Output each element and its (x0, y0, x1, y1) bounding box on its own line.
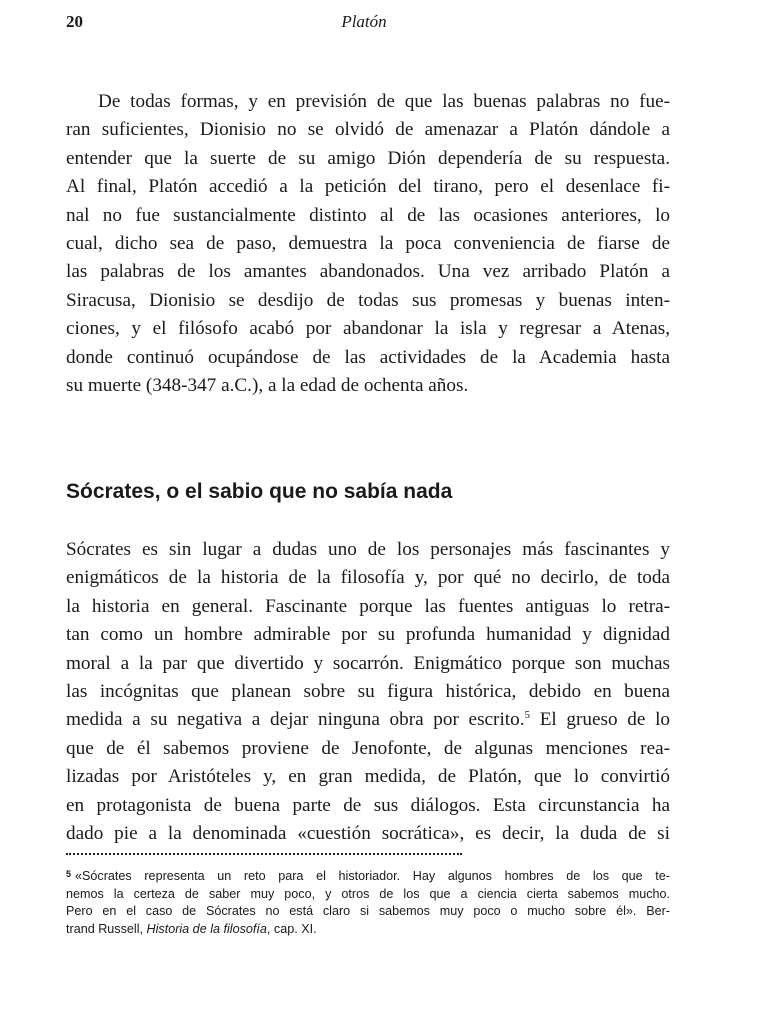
footnote (66, 866, 670, 938)
text-line: las incógnitas que planean sobre su figura histórica, debido en buena (66, 681, 670, 703)
text-fragment: , cap. XI. (266, 921, 317, 936)
text-fragment: El grueso de lo (530, 709, 670, 731)
text-fragment: trand Russell, (66, 921, 147, 936)
text-line: en protagonista de buena parte de sus diálogos. Esta circunstancia ha (66, 794, 670, 816)
cited-work-title: Historia de la filosofía (146, 921, 267, 936)
page-number: 20 (66, 12, 83, 31)
running-title: Platón (341, 12, 387, 31)
text-line: Sócrates es sin lugar a dudas uno de los personajes más fascinantes y (66, 539, 670, 560)
paragraph-1 (66, 88, 670, 400)
footnote-marker: 5 (66, 869, 72, 879)
text-line: Al final, Platón accedió a la petición del tirano, pero el desenlace fi- (66, 176, 670, 198)
text-fragment: medida a su negativa a dejar ninguna obra por escrito. (66, 709, 525, 731)
footnote-reference[interactable]: 5 (524, 709, 531, 722)
text-line: la historia en general. Fascinante porque las fuentes antiguas lo retra- (66, 595, 670, 617)
footnote-line: Pero en el caso de Sócrates no está claro si sabemos muy poco o mucho sobre él». Ber- (66, 904, 670, 919)
text-line: De todas formas, y en previsión de que las buenas palabras no fue- (98, 91, 670, 112)
text-line: nal no fue sustancialmente distinto al de las ocasiones anteriores, lo (66, 204, 670, 226)
text-line: Siracusa, Dionisio se desdijo de todas sus promesas y buenas inten- (66, 289, 670, 311)
text-line: las palabras de los amantes abandonados. Una vez arribado Platón a (66, 261, 670, 283)
text-line: enigmáticos de la historia de la filosofía y, por qué no decirlo, de toda (66, 567, 670, 589)
text-line: ran suficientes, Dionisio no se olvidó de amenazar a Platón dándole a (66, 119, 670, 141)
footnote-line (66, 866, 670, 886)
text-line: ciones, y el filósofo acabó por abandonar la isla y regresar a Atenas, (66, 318, 670, 340)
paragraph-2 (66, 536, 670, 848)
footnote-line (66, 921, 670, 939)
section-heading: Sócrates, o el sabio que no sabía nada (66, 480, 453, 503)
text-line: entender que la suerte de su amigo Dión dependería de su respuesta. (66, 147, 670, 169)
footnote-divider (66, 853, 462, 855)
text-line: cual, dicho sea de paso, demuestra la poca conveniencia de fiarse de (66, 233, 670, 255)
text-line: que de él sabemos proviene de Jenofonte, de algunas menciones rea- (66, 737, 670, 759)
text-line: lizadas por Aristóteles y, en gran medida, de Platón, que lo convirtió (66, 766, 670, 788)
text-line: su muerte (348-347 a.C.), a la edad de ochenta años. (66, 375, 469, 397)
text-line: moral a la par que divertido y socarrón. Enigmático porque son muchas (66, 652, 670, 674)
text-fragment: «Sócrates representa un reto para el historiador. Hay algunos hombres de los que te- (75, 869, 670, 883)
text-line: dado pie a la denominada «cuestión socrática», es decir, la duda de si (66, 823, 670, 845)
text-line (66, 706, 670, 734)
text-line: donde continuó ocupándose de las actividades de la Academia hasta (66, 346, 670, 368)
text-line: tan como un hombre admirable por su profunda humanidad y dignidad (66, 624, 670, 646)
footnote-line: nemos la certeza de saber muy poco, y otros de los que a ciencia cierta sabemos mucho. (66, 886, 670, 901)
